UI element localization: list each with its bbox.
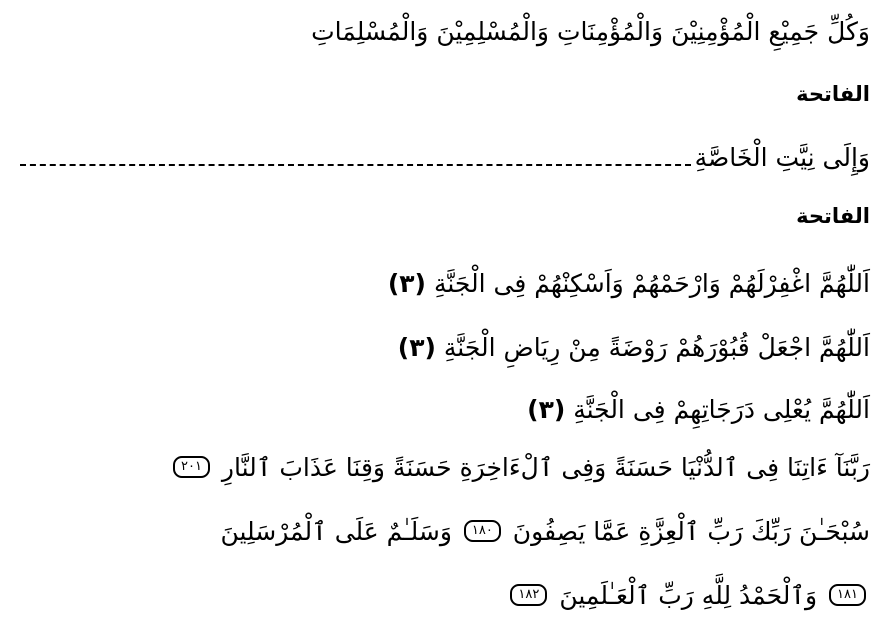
verse-text: وَٱلْحَمْدُ لِلَّهِ رَبِّ ٱلْعَـٰلَمِينَ [559, 581, 818, 610]
verse-number-badge: ١٨٠ [464, 520, 501, 542]
intention-line [20, 138, 870, 178]
prayer-text: وَكُلِّ جَمِيْعِ الْمُؤْمِنِيْنَ وَالْمُؤْمِنَاتِ وَالْمُسْلِمِيْنَ وَالْمُسْلِمَاتِ [311, 17, 870, 46]
dua-text: اَللّٰهُمَّ اجْعَلْ قُبُوْرَهُمْ رَوْضَةً مِنْ رِيَاضِ الْجَنَّةِ [443, 333, 870, 362]
verse-number-badge: ٢٠١ [173, 456, 210, 478]
dua-forgiveness-line [388, 264, 870, 304]
verse-text: وَسَلَـٰمٌ عَلَى ٱلْمُرْسَلِينَ [220, 517, 452, 546]
fill-in-dashes [20, 164, 691, 166]
quran-verse-line-2 [220, 512, 870, 552]
repeat-count: (٣) [387, 269, 426, 298]
heading-text: الفاتحة [796, 82, 870, 106]
dua-graves-line [398, 328, 870, 368]
dua-ranks-line [527, 390, 870, 430]
quran-verse-line-1 [169, 448, 870, 488]
quran-verse-line-3 [506, 576, 870, 616]
fatiha-heading-1 [796, 78, 870, 110]
verse-number-badge: ١٨١ [829, 584, 866, 606]
dua-text: اَللّٰهُمَّ اغْفِرْلَهُمْ وَارْحَمْهُمْ وَاَسْكِنْهُمْ فِى الْجَنَّةِ [433, 269, 870, 298]
fatiha-heading-2 [796, 200, 870, 232]
repeat-count: (٣) [397, 333, 436, 362]
repeat-count: (٣) [527, 395, 566, 424]
verse-number-badge: ١٨٢ [510, 584, 547, 606]
verse-text: سُبْحَـٰنَ رَبِّكَ رَبِّ ٱلْعِزَّةِ عَمَّا يَصِفُونَ [512, 517, 870, 546]
prayer-line-all-believers [311, 12, 870, 52]
heading-text: الفاتحة [796, 204, 870, 228]
intention-text: وَإِلَى نِيَّتِ الْخَاصَّةِ [694, 143, 870, 172]
verse-text: رَبَّنَآ ءَاتِنَا فِى ٱلدُّنْيَا حَسَنَةً وَفِى ٱلْءَاخِرَةِ حَسَنَةً وَقِنَا عَذَابَ ٱلنَّارِ [221, 453, 870, 482]
dua-text: اَللّٰهُمَّ يُعْلِى دَرَجَاتِهِمْ فِى الْجَنَّةِ [573, 395, 870, 424]
